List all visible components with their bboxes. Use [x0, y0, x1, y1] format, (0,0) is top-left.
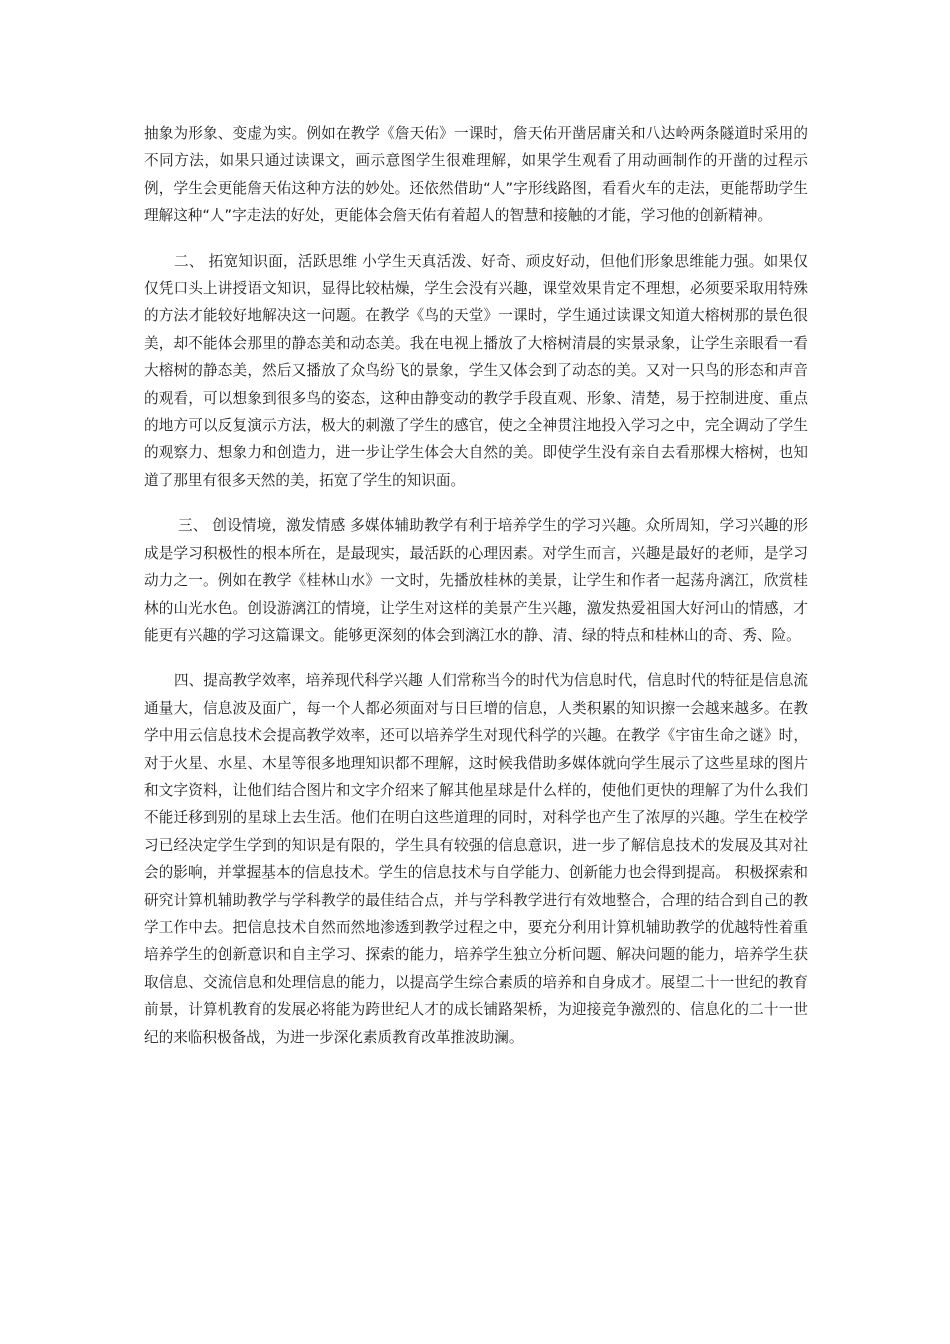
paragraph-1: 抽象为形象、变虚为实。例如在教学《詹天佑》一课时，詹天佑开凿居庸关和八达岭两条隧道时采用的不同方法，如果只通过读课文，画示意图学生很难理解，如果学生观看了用动画制作的开凿的过程示例，学生会更能詹天佑这种方法的妙处。还依然借助“人”字形线路图，看看火车的走法，更能帮助学生理解这种“人”字走法的好处，更能体会詹天佑有着超人的智慧和接触的才能，学习他的创新精神。	[144, 125, 808, 225]
document-body	[144, 120, 808, 1069]
paragraph-4: 四、提高教学效率，培养现代科学兴趣 人们常称当今的时代为信息时代，信息时代的特征是信息流通量大，信息波及面广，每一个人都必须面对与日巨增的信息，人类积累的知识擦一会越来越多。在教学中用云信息技术会提高教学效率，还可以培养学生对现代科学的兴趣。在教学《宇宙生命之谜》时，对于火星、水星、木星等很多地理知识都不理解，这时候我借助多媒体就向学生展示了这些星球的图片和文字资料，让他们结合图片和文字介绍来了解其他星球是什么样的，使他们更快的理解了为什么我们不能迁移到别的星球上去生活。他们在明白这些道理的同时，对科学也产生了浓厚的兴趣。学生在校学习已经决定学生学到的知识是有限的，学生具有较强的信息意识，进一步了解信息技术的发展及其对社会的影响，并掌握基本的信息技术。学生的信息技术与自学能力、创新能力也会得到提高。 积极探索和研究计算机辅助教学与学科教学的最佳结合点，并与学科教学进行有效地整合，合理的结合到自己的教学工作中去。把信息技术自然而然地渗透到教学过程之中，要充分利用计算机辅助教学的优越特性着重培养学生的创新意识和自主学习、探索的能力，培养学生独立分析问题、解决问题的能力，培养学生获取信息、交流信息和处理信息的能力，以提高学生综合素质的培养和自身成才。展望二十一世纪的教育前景，计算机教育的发展必将能为跨世纪人才的成长铺路架桥，为迎接竞争激烈的、信息化的二十一世纪的来临积极备战，为进一步深化素质教育改革推波助澜。	[144, 672, 808, 1046]
paragraph-2: 二、 拓宽知识面，活跃思维 小学生天真活泼、好奇、顽皮好动，但他们形象思维能力强。如果仅仅凭口头上讲授语文知识，显得比较枯燥，学生会没有兴趣，课堂效果肯定不理想，必须要采取用特殊的方法才能较好地解决这一问题。在教学《鸟的天堂》一课时，学生通过读课文知道大榕树那的景色很美，却不能体会那里的静态美和动态美。我在电视上播放了大榕树清晨的实景录象，让学生亲眼看一看大榕树的静态美，然后又播放了众鸟纷飞的景象，学生又体会到了动态的美。又对一只鸟的形态和声音的观看，可以想象到很多鸟的姿态，这种由静变动的教学手段直观、形象、清楚，易于控制进度、重点的地方可以反复演示方法，极大的刺激了学生的感官，使之全神贯注地投入学习之中，完全调动了学生的观察力、想象力和创造力，进一步让学生体会大自然的美。即使学生没有亲自去看那棵大榕树，也知道了那里有很多天然的美，拓宽了学生的知识面。	[144, 252, 808, 489]
paragraph-3: 三、 创设情境，激发情感 多媒体辅助教学有利于培养学生的学习兴趣。众所周知，学习兴趣的形成是学习积极性的根本所在，是最现实，最活跃的心理因素。对学生而言，兴趣是最好的老师，是学习动力之一。例如在教学《桂林山水》一文时，先播放桂林的美景，让学生和作者一起荡舟漓江，欣赏桂林的山光水色。创设游漓江的情境，让学生对这样的美景产生兴趣，激发热爱祖国大好河山的情感，才能更有兴趣的学习这篇课文。能够更深刻的体会到漓江水的静、清、绿的特点和桂林山的奇、秀、险。	[144, 517, 808, 644]
